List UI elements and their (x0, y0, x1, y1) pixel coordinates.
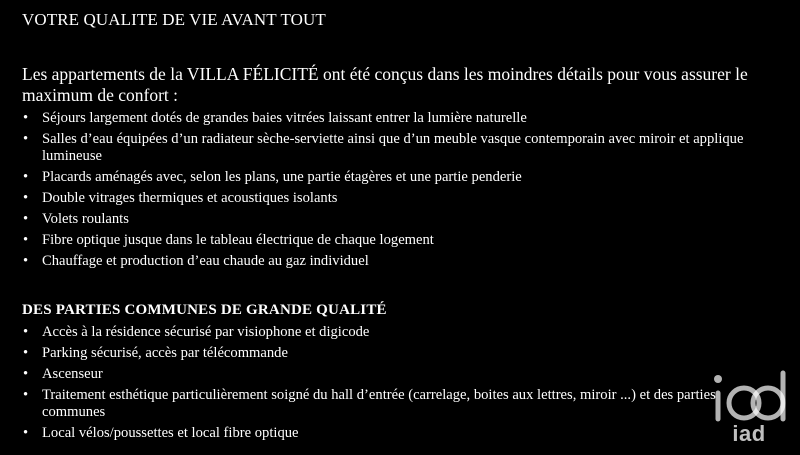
list-item: • Volets roulants (23, 211, 129, 227)
list-item: • Chauffage et production d’eau chaude au gaz individuel (23, 253, 369, 269)
list-item: • Placards aménagés avec, selon les plans, une partie étagères et une partie penderie (23, 169, 522, 185)
bullet-icon: • (23, 232, 29, 248)
bullet-icon: • (23, 190, 29, 206)
bullet-icon: • (23, 387, 29, 403)
bullet-icon: • (23, 345, 29, 361)
bullet-icon: • (23, 169, 29, 185)
intro-paragraph: Les appartements de la VILLA FÉLICITÉ ont été conçus dans les moindres détails pour vous assurer le maximum de confort : (22, 64, 748, 105)
bullet-icon: • (23, 253, 29, 269)
list-item: • Traitement esthétique particulièrement soigné du hall d’entrée (carrelage, boites aux lettres, miroir ...) et des parties communes (23, 387, 716, 420)
common-features-list (22, 324, 782, 446)
list-item: • Local vélos/poussettes et local fibre optique (23, 425, 299, 441)
list-item: • Séjours largement dotés de grandes baies vitrées laissant entrer la lumière naturelle (23, 110, 527, 126)
list-item: • Double vitrages thermiques et acoustiques isolants (23, 190, 338, 206)
bullet-icon: • (23, 131, 29, 147)
bullet-icon: • (23, 324, 29, 340)
list-item: • Ascenseur (23, 366, 103, 382)
bullet-icon: • (23, 211, 29, 227)
bullet-icon: • (23, 110, 29, 126)
bullet-icon: • (23, 425, 29, 441)
iad-logo-icon (704, 365, 794, 451)
logo-text: iad (732, 421, 766, 446)
bullet-icon: • (23, 366, 29, 382)
common-areas-heading: DES PARTIES COMMUNES DE GRANDE QUALITÉ (22, 302, 387, 318)
list-item: • Salles d’eau équipées d’un radiateur sèche-serviette ainsi que d’un meuble vasque contemporain avec miroir et applique lumineuse (23, 131, 744, 164)
list-item: • Parking sécurisé, accès par télécommande (23, 345, 288, 361)
list-item: • Fibre optique jusque dans le tableau électrique de chaque logement (23, 232, 434, 248)
list-item: • Accès à la résidence sécurisé par visiophone et digicode (23, 324, 370, 340)
page-heading: VOTRE QUALITE DE VIE AVANT TOUT (22, 10, 326, 29)
features-list (22, 110, 782, 274)
iad-logo-mark-icon (704, 365, 794, 425)
